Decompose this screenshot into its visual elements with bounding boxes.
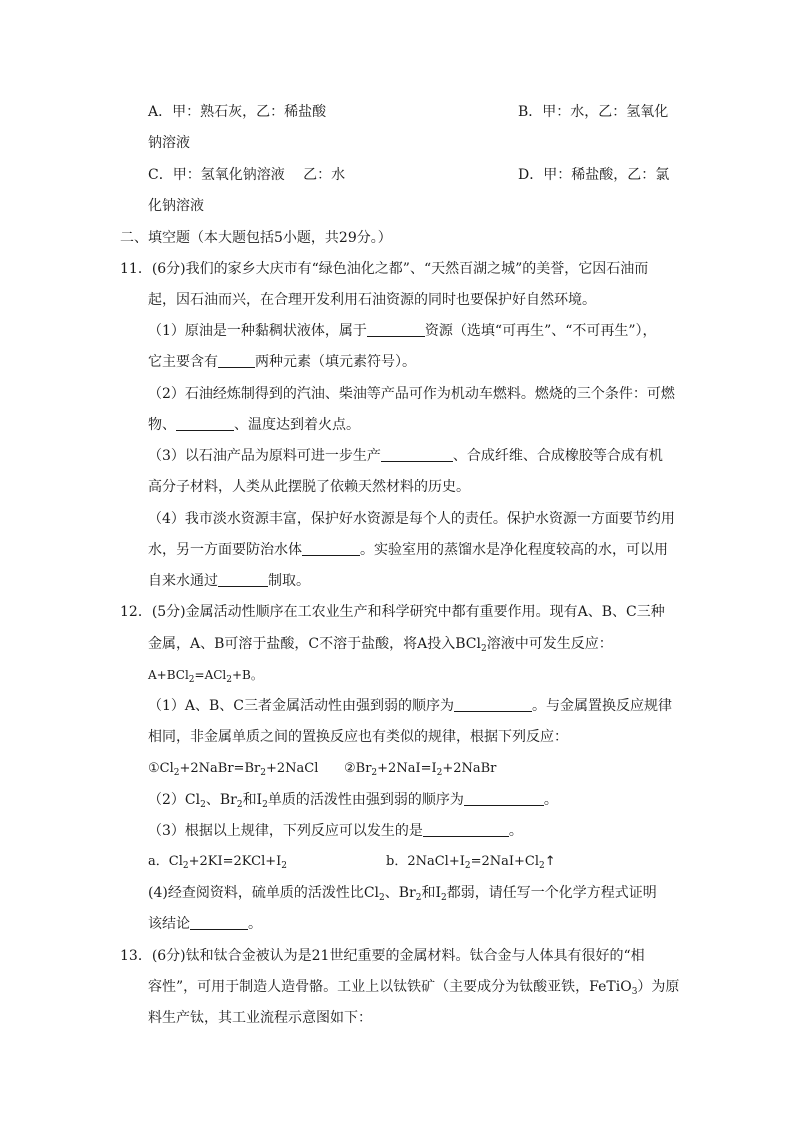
answer-blank[interactable] — [218, 572, 268, 587]
q11-part2-line1: （2）石油经炼制得到的汽油、柴油等产品可作为机动车燃料。燃烧的三个条件：可燃 — [148, 386, 675, 402]
section-title: 二、填空题（本大题包括5小题，共29分。） — [120, 230, 392, 246]
q11-part2-line2: 物、 、温度达到着火点。 — [148, 417, 360, 433]
option-d-line2: 化钠溶液 — [148, 198, 204, 214]
q12-part4-line2: 该结论 。 — [148, 916, 262, 932]
q12-option-b[interactable]: b．$2NaCl+I_2=2NaI+Cl_2↑$ — [386, 854, 556, 871]
q12-intro-line1: 12．(5分)金属活动性顺序在工农业生产和科学研究中都有重要作用。现有A、B、C三种 — [120, 604, 665, 620]
q12-part1-line2: 相同，非金属单质之间的置换反应也有类似的规律，根据下列反应： — [148, 729, 568, 745]
q11-part4-line3: 自来水通过 制取。 — [148, 573, 310, 589]
q11-part1-line2: 它主要含有 两种元素（填元素符号）。 — [148, 354, 416, 370]
answer-blank[interactable] — [423, 822, 509, 837]
q12-part1-line1: （1）A、B、C三者金属活动性由强到弱的顺序为 。与金属置换反应规律 — [148, 698, 673, 714]
answer-blank[interactable] — [381, 447, 453, 462]
q13-intro-line3: 料生产钛，其工业流程示意图如下： — [148, 1010, 372, 1026]
answer-blank[interactable] — [176, 416, 234, 431]
q11-part4-line2: 水，另一方面要防治水体 。实验室用的蒸馏水是净化程度较高的水，可以用 — [148, 542, 668, 558]
q11-intro-line2: 起，因石油而兴，在合理开发利用石油资源的同时也要保护好自然环境。 — [148, 292, 596, 308]
q12-part4-line1: (4)经查阅资料，硫单质的活泼性比$Cl_2$、$Br_2$和$I_2$都弱，请任写一个化学方程式证明 — [148, 885, 657, 903]
q11-part3-line2: 高分子材料，人类从此摆脱了依赖天然材料的历史。 — [148, 479, 470, 495]
answer-blank[interactable] — [190, 915, 248, 930]
q12-part2: $(2)Cl_2$、$Br_2$和$I_2$单质的活泼性由强到弱的顺序为 。 — [148, 792, 558, 810]
option-c: C．甲：氢氧化钠溶液 乙：水 — [148, 167, 346, 183]
q11-part1-line1: （1）原油是一种黏稠状液体，属于 资源（选填“可再生”、“不可再生”）， — [148, 323, 657, 339]
answer-blank[interactable] — [302, 541, 360, 556]
q12-reaction: A+BCl$_2$=ACl$_2$+B。 — [148, 668, 263, 685]
q11-intro-line1: 11．(6分)我们的家乡大庆市有“绿色油化之都”、“天然百湖之城”的美誉，它因石油而 — [120, 261, 649, 277]
q11-part3-line1: （3）以石油产品为原料可进一步生产 、合成纤维、合成橡胶等合成有机 — [148, 448, 663, 464]
option-b-line1: B．甲：水，乙：氢氧化 — [518, 104, 669, 120]
option-d-line1: D．甲：稀盐酸，乙：氯 — [518, 167, 670, 183]
q13-intro-line1: 13．(6分)钛和钛合金被认为是21世纪重要的金属材料。钛合金与人体具有很好的“相 — [120, 948, 645, 964]
answer-blank[interactable] — [367, 322, 425, 337]
q12-part3: （3）根据以上规律，下列反应可以发生的是 。 — [148, 823, 523, 839]
q11-part4-line1: （4）我市淡水资源丰富，保护好水资源是每个人的责任。保护水资源一方面要节约用 — [148, 511, 675, 527]
q12-option-a[interactable]: a．$Cl_2+2KI=2KCl+I_2$ — [148, 854, 287, 871]
q12-reaction-1: $①Cl_2+2NaBr=Br_2+2NaCl$ — [148, 761, 319, 778]
q12-intro-line2: 金属，A、B可溶于盐酸，C不溶于盐酸，将A投入BCl$_2$溶液中可发生反应： — [148, 636, 613, 654]
up-arrow-icon: ↑ — [544, 854, 556, 869]
option-b-line2: 钠溶液 — [148, 135, 190, 151]
option-a: A．甲：熟石灰，乙：稀盐酸 — [148, 104, 327, 120]
answer-blank[interactable] — [454, 697, 532, 712]
q12-reaction-2: $②Br_2+2NaI=I_2+2NaBr$ — [344, 761, 497, 778]
answer-blank[interactable] — [464, 791, 544, 806]
q13-intro-line2: 容性”，可用于制造人造骨骼。工业上以钛铁矿（主要成分为钛酸亚铁，FeTiO$_3$）为原 — [148, 979, 680, 997]
answer-blank[interactable] — [218, 353, 255, 368]
